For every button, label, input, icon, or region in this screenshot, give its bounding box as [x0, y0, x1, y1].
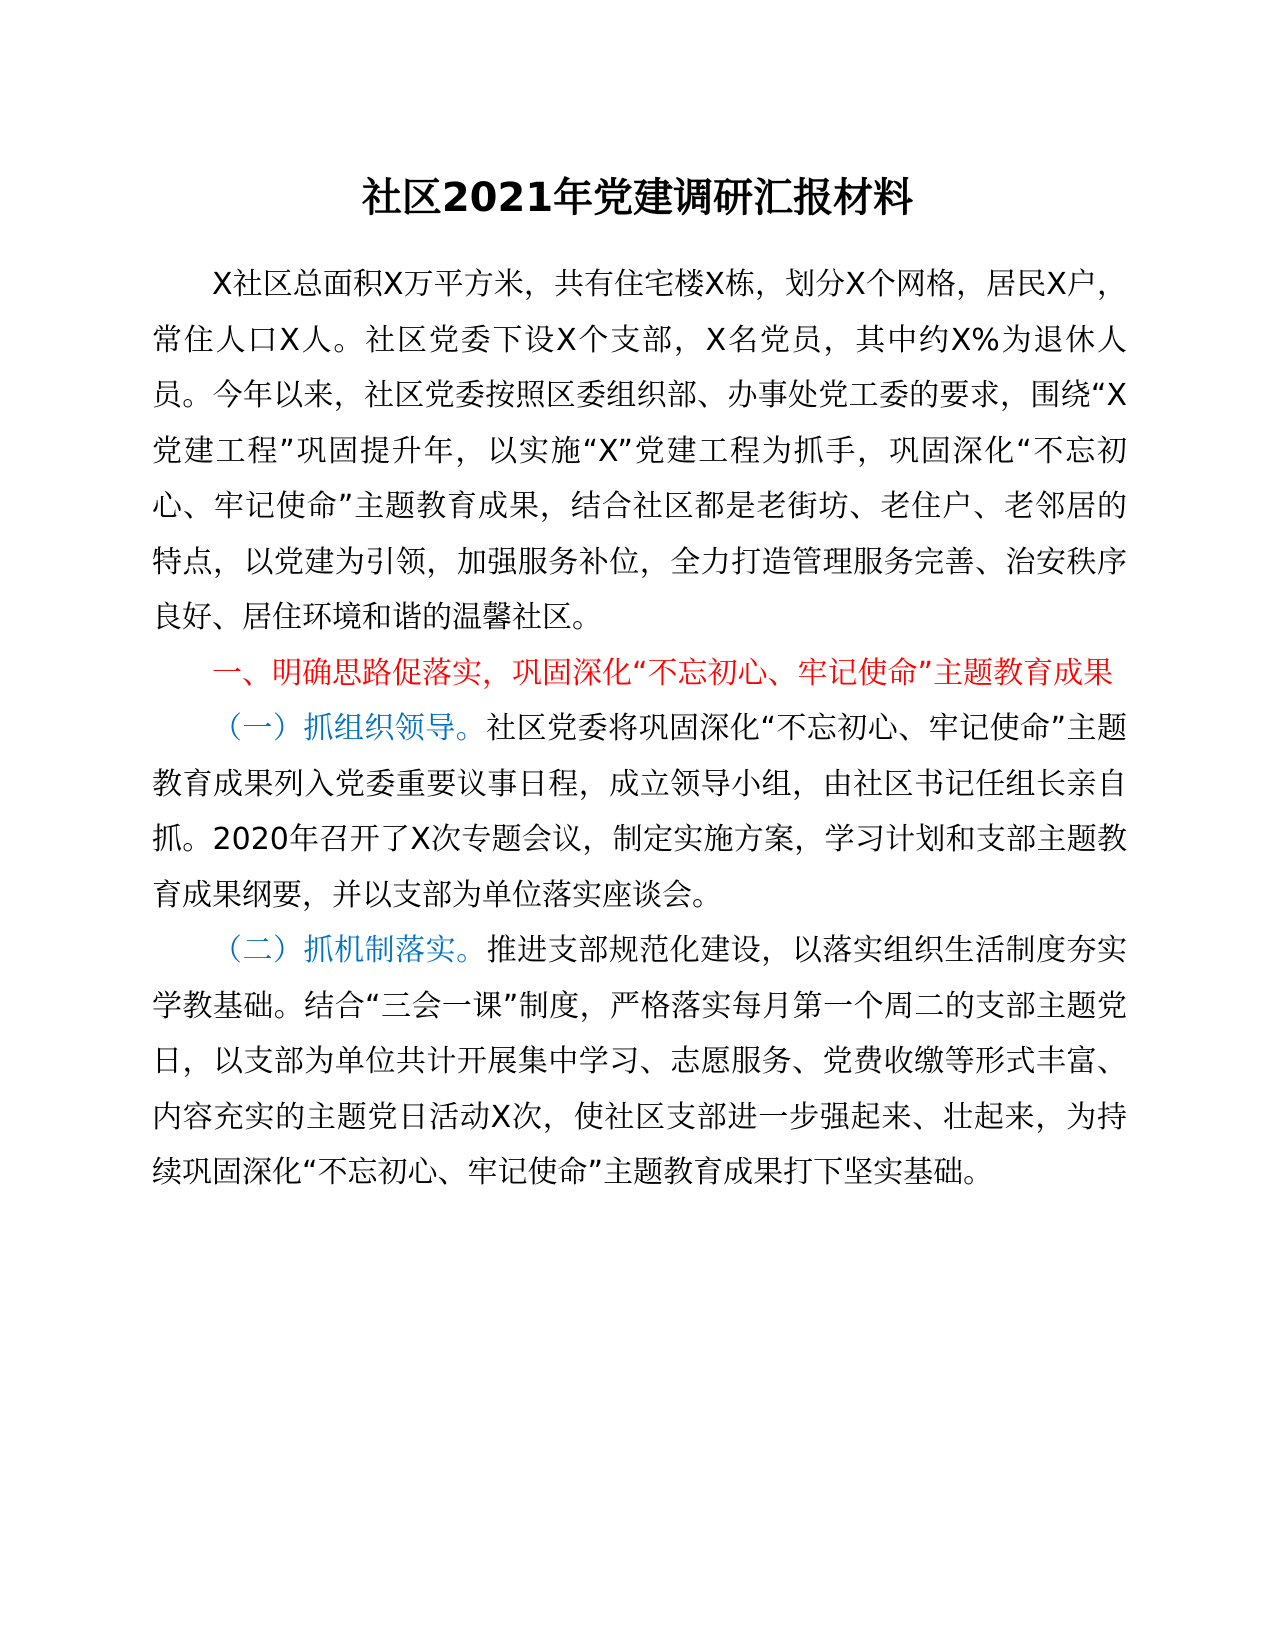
- item-paragraph-1: [152, 701, 1127, 923]
- document-title: 社区2021年党建调研汇报材料: [361, 175, 914, 221]
- item-text-2: 推进支部规范化建设，以落实组织生活制度夯实学教基础。结合“三会一课”制度，严格落实每月第一个周二的支部主题党日，以支部为单位共计开展集中学习、志愿服务、党费收缴等形式丰富、内容充实的主题党日活动X次，使社区支部进一步强起来、壮起来，为持续巩固深化“不忘初心、牢记使命”主题教育成果打下坚实基础。: [152, 933, 1128, 1190]
- item-heading-2: （二）抓机制落实。: [212, 933, 487, 968]
- item-paragraph-2: [152, 923, 1127, 1201]
- document-body: [152, 257, 1127, 1201]
- item-heading-1: （一）抓组织领导。: [212, 711, 487, 746]
- intro-paragraph: X社区总面积X万平方米，共有住宅楼X栋，划分X个网格，居民X户，常住人口X人。社区党委下设X个支部，X名党员，其中约X%为退休人员。今年以来，社区党委按照区委组织部、办事处党工委的要求，围绕“X党建工程”巩固提升年，以实施“X”党建工程为抓手，巩固深化“不忘初心、牢记使命”主题教育成果，结合社区都是老街坊、老住户、老邻居的特点，以党建为引领，加强服务补位，全力打造管理服务完善、治安秩序良好、居住环境和谐的温馨社区。: [152, 267, 1127, 635]
- item-text-1: 社区党委将巩固深化“不忘初心、牢记使命”主题教育成果列入党委重要议事日程，成立领导小组，由社区书记任组长亲自抓。2020年召开了X次专题会议，制定实施方案，学习计划和支部主题教育成果纲要，并以支部为单位落实座谈会。: [152, 711, 1127, 913]
- section-heading: 一、明确思路促落实，巩固深化“不忘初心、牢记使命”主题教育成果: [212, 655, 1114, 691]
